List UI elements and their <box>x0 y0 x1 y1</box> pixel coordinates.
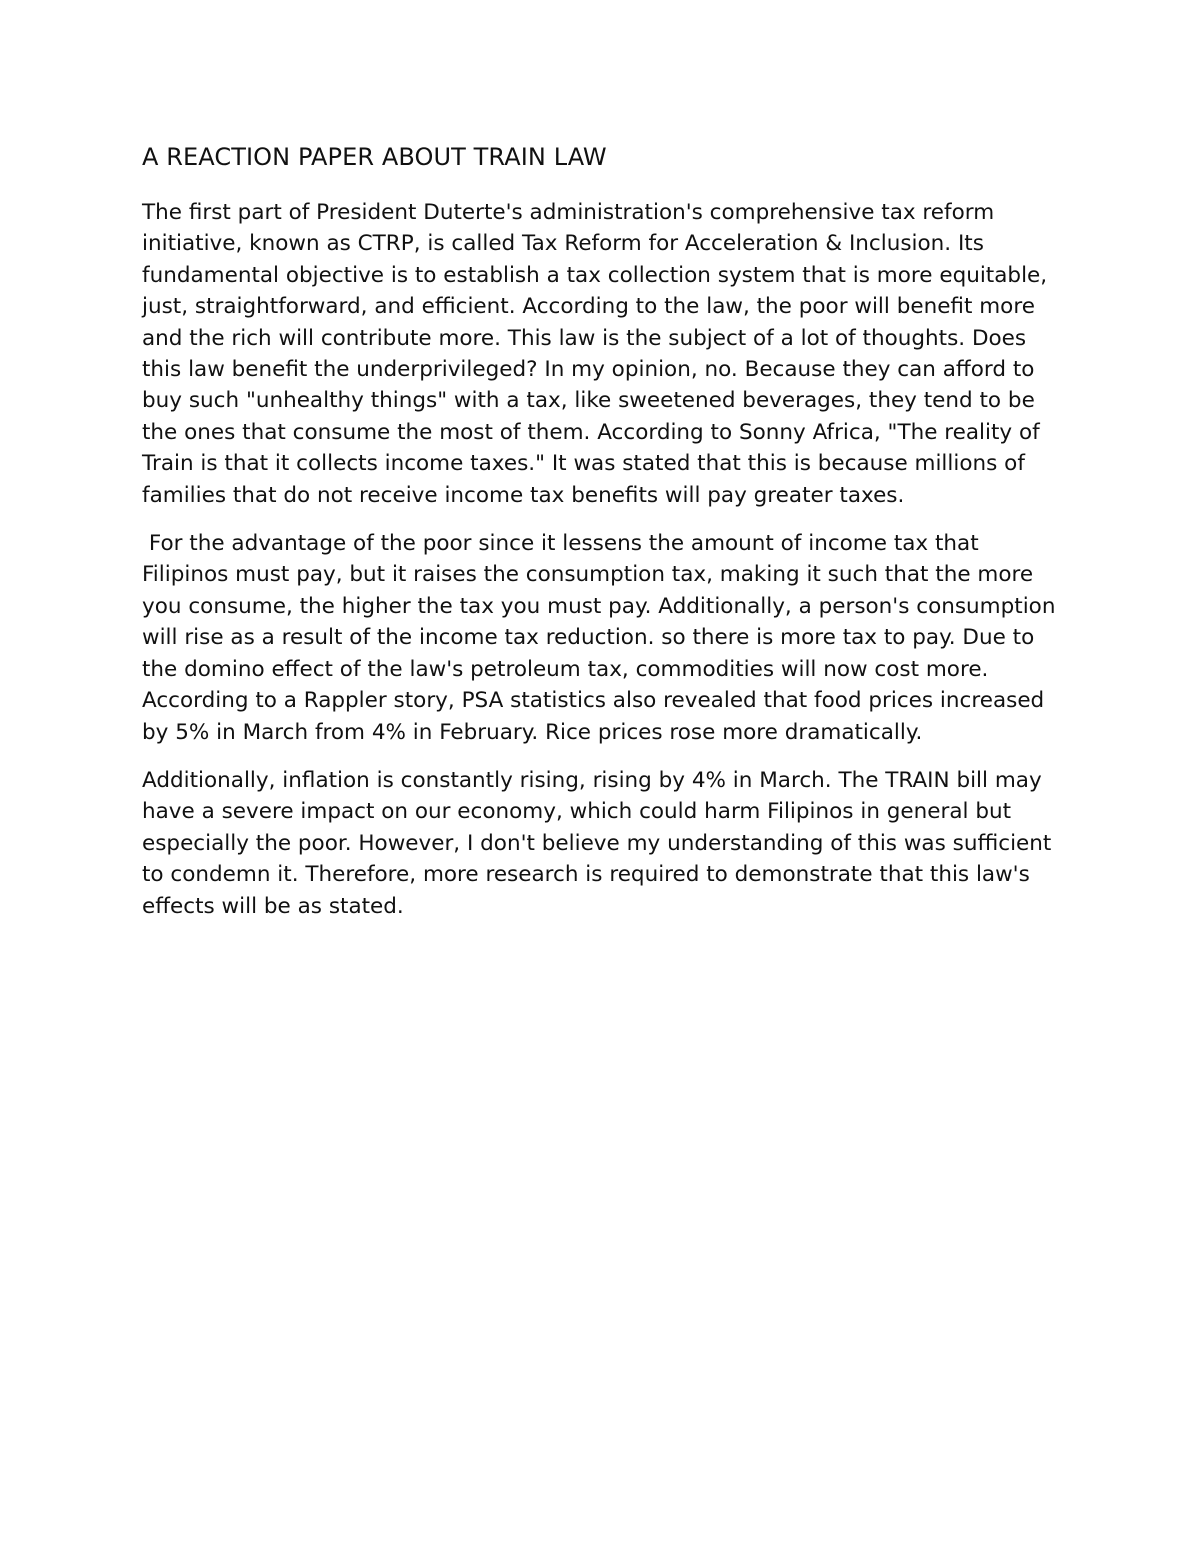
paragraph-1: The first part of President Duterte's administration's comprehensive tax reform initiative, known as CTRP, is called Tax Reform for Acceleration & Inclusion. Its fundamental objective is to establish a tax collection system that is more equitable, just, straightforward, and efficient. According to the law, the poor will benefit more and the rich will contribute more. This law is the subject of a lot of thoughts. Does this law benefit the underprivileged? In my opinion, no. Because they can afford to buy such "unhealthy things" with a tax, like sweetened beverages, they tend to be the ones that consume the most of them. According to Sonny Africa, "The reality of Train is that it collects income taxes." It was stated that this is because millions of families that do not receive income tax benefits will pay greater taxes. <box>142 200 1054 508</box>
document-body <box>142 141 1067 939</box>
document-title: A REACTION PAPER ABOUT TRAIN LAW <box>142 143 607 171</box>
paragraph-3: Additionally, inflation is constantly rising, rising by 4% in March. The TRAIN bill may have a severe impact on our economy, which could harm Filipinos in general but especially the poor. However, I don't believe my understanding of this was sufficient to condemn it. Therefore, more research is required to demonstrate that this law's effects will be as stated. <box>142 767 1059 919</box>
paragraph-2: For the advantage of the poor since it lessens the amount of income tax that Filipinos must pay, but it raises the consumption tax, making it such that the more you consume, the higher the tax you must pay. Additionally, a person's consumption will rise as a result of the income tax reduction. so there is more tax to pay. Due to the domino effect of the law's petroleum tax, commodities will now cost more. According to a Rappler story, PSA statistics also revealed that food prices increased by 5% in March from 4% in February. Rice prices rose more dramatically. <box>142 531 1063 745</box>
